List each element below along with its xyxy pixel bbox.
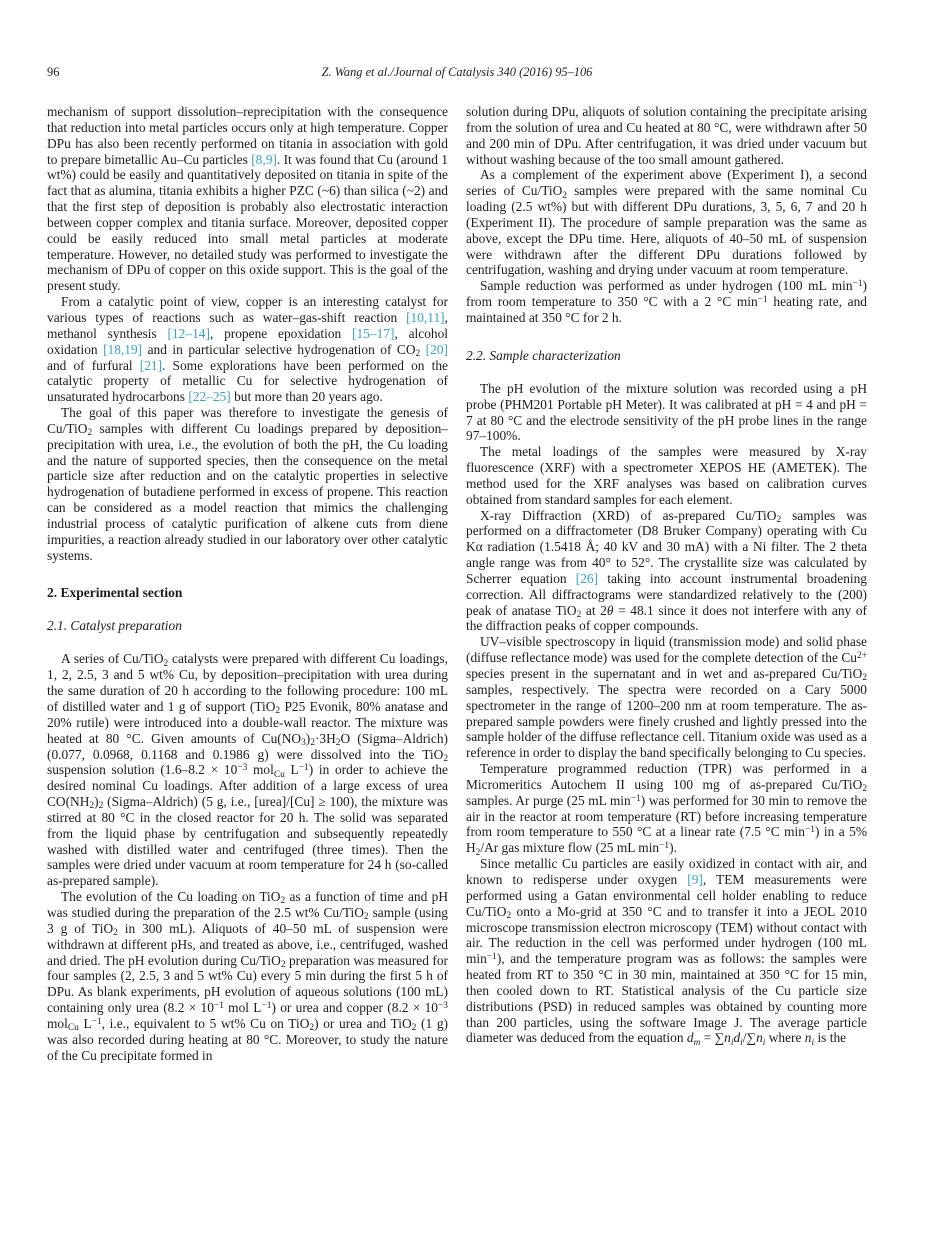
paragraph: The metal loadings of the samples were measured by X-ray fluorescence (XRF) with a spectrometer XEPOS HE (AMETEK). The method used for the XRF analyses was based on calibration curves obtained from standard samples for each element. bbox=[466, 444, 867, 507]
paragraph: Temperature programmed reduction (TPR) was performed in a Micromeritics Autochem II using 100 mg of as-prepared Cu/TiO$_2$ samples. Ar purge (25 mL $\min^{-1}$) was performed for 30 min to remove the air in the reactor at room temperature (RT) before increasing temperature from room temperature to 550 °C at a linear rate (7.5 °C $\min^{-1}$) in a 5% $H_2/Ar$ gas mixture flow (25 mL $\min^{-1}$). bbox=[466, 761, 867, 858]
citation-link[interactable]: [15–17] bbox=[352, 325, 395, 341]
section-heading: 2. Experimental section bbox=[47, 585, 183, 601]
paragraph: mechanism of support dissolution–reprecipitation with the consequence that reduction into metal particles occurs only at high temperature. Copper DPu has also been recently performed on titania in association with gold to prepare bimetallic Au–Cu particles [8,9]. It was found that Cu (around 1 wt%) could be easily and quantitatively deposited on titania in spite of the fact that as alumina, titania exhibits a higher PZC (~6) than silica (~2) and that the first step of deposition is probably also electrostatic interaction between copper complex and titania surface. Moreover, deposited copper could be easily reduced into small metal particles at moderate temperature. However, no detailed study was performed to investigate the mechanism of DPu of copper on this oxide support. This is the goal of the present study. bbox=[47, 104, 448, 294]
paragraph: A series of Cu/TiO$_2$ catalysts were prepared with different Cu loadings, 1, 2, 2.5, 3 and 5 wt% Cu, by deposition–precipitation with urea during the same duration of 20 h according to the following procedure: 100 mL of distilled water and 1 g of support (TiO$_2$ P25 Evonik, 80% anatase and 20% rutile) were introduced into a double-wall reactor. The mixture was heated at 80 °C. Given amounts of $Cu(NO_3)_2\cdot 3H_2O$ (Sigma–Aldrich) (0.077, 0.0968, 0.1168 and 0.1986 g) were dissolved into the TiO$_2$ suspension solution ($1.6-8.2 \times 10^{-3}$ mol$_{Cu}$ $L^{-1}$) in order to achieve the desired nominal Cu loadings. After addition of a large excess of urea $CO(NH_2)_2$ (Sigma–Aldrich) (5 g, i.e., [urea]/[Cu] ≥ 100), the mixture was stirred at 80 °C in the closed reactor for 20 h. The solid was separated from the liquid phase by centrifugation and subsequently repeatedly washed with distilled water and centrifuged (three times). Then the samples were dried under vacuum at room temperature for 24 h (so-called as-prepared sample). bbox=[47, 651, 448, 889]
left-column bbox=[47, 104, 448, 1063]
running-head: Z. Wang et al./Journal of Catalysis 340 (2016) 95–106 bbox=[321, 65, 593, 79]
paragraph: From a catalytic point of view, copper is an interesting catalyst for various types of reactions such as water–gas-shift reaction [10,11], methanol synthesis [12–14], propene epoxidation [15–17], alcohol oxidation [18,19] and in particular selective hydrogenation of $CO_2$ [20] and of furfural [21]. Some explorations have been performed on the catalytic property of metallic Cu for selective hydrogenation of unsaturated hydrocarbons [22–25] but more than 20 years ago. bbox=[47, 294, 448, 405]
paragraph: UV–visible spectroscopy in liquid (transmission mode) and solid phase (diffuse reflectance mode) was used for the complete detection of the $Cu^{2+}$ species present in the supernatant and in wet and as-prepared Cu/TiO$_2$ samples, respectively. The spectra were recorded on a Cary 5000 spectrometer in the range of 1200–200 nm at room temperature. The as-prepared sample powders were finely crushed and lightly pressed into the sample holder of the diffuse reflectance cell. Titanium oxide was used as a reference in order to display the band specifically belonging to Cu species. bbox=[466, 634, 867, 761]
subsection-heading: 2.2. Sample characterization bbox=[466, 347, 621, 363]
paragraph: As a complement of the experiment above (Experiment I), a second series of Cu/TiO$_2$ samples were prepared with the same nominal Cu loading (2.5 wt%) but with different DPu durations, 3, 5, 6, 7 and 20 h (Experiment II). The procedure of sample preparation was the same as above, except the DPu time. Here, aliquots of 40–50 mL of suspension were withdrawn after the different DPu durations followed by centrifugation, washing and drying under vacuum at room temperature. bbox=[466, 167, 867, 278]
citation-link[interactable]: [26] bbox=[575, 570, 599, 586]
citation-link[interactable]: [20] bbox=[425, 341, 448, 357]
two-column-body bbox=[47, 104, 867, 1063]
page-number: 96 bbox=[47, 65, 60, 79]
paragraph: Since metallic Cu particles are easily oxidized in contact with air, and known to redisperse under oxygen [9], TEM measurements were performed using a Gatan environmental cell holder enabling to reduce Cu/TiO$_2$ onto a Mo-grid at 350 °C and to transfer it into a JEOL 2010 microscope transmission electron microscopy (TEM) without contact with air. The reduction in the cell was performed under hydrogen (100 mL $\min^{-1}$), and the temperature program was as follows: the samples were heated from RT to 350 °C in 30 min, maintained at 350 °C for 15 min, then cooled down to RT. Statistical analysis of the Cu particle size distributions (PSD) in reduced samples was obtained by counting more than 200 particles, using the software Image J. The average particle diameter was deduced from the equation $d_m = \sum n_id_i/\sum n_i$ where $n_i$ is the bbox=[466, 856, 867, 1048]
citation-link[interactable]: [21] bbox=[139, 357, 163, 373]
subsection-heading: 2.1. Catalyst preparation bbox=[47, 618, 182, 634]
paragraph: The goal of this paper was therefore to investigate the genesis of Cu/TiO$_2$ samples with different Cu loadings prepared by deposition–precipitation with urea, i.e., the evolution of both the pH, the Cu loading and the nature of supported species, then the consequence on the metal particle size after reduction and on the catalytic properties in selective hydrogenation of butadiene performed in excess of propene. This reaction can be considered as a model reaction that mimics the challenging industrial process of catalytic purification of alkene cuts from diene impurities, a reaction already studied in our laboratory over other catalytic systems. bbox=[47, 405, 448, 563]
citation-link[interactable]: [22–25] bbox=[188, 389, 231, 405]
citation-link[interactable]: [10,11] bbox=[406, 309, 445, 325]
citation-link[interactable]: [18,19] bbox=[103, 341, 143, 357]
citation-link[interactable]: [12–14] bbox=[167, 325, 210, 341]
paragraph: solution during DPu, aliquots of solution containing the precipitate arising from the solution of urea and Cu heated at 80 °C, were withdrawn after 50 and 200 min of DPu. After centrifugation, it was dried under vacuum but without washing because of the too small amount gathered. bbox=[466, 104, 867, 167]
citation-link[interactable]: [8,9] bbox=[251, 151, 277, 167]
paragraph: The pH evolution of the mixture solution was recorded using a pH probe (PHM201 Portable pH Meter). It was calibrated at pH = 4 and pH = 7 at 80 °C and the electrode sensitivity of the pH probe lines in the range 97–100%. bbox=[466, 380, 867, 444]
right-column bbox=[466, 104, 867, 1063]
page-header bbox=[47, 64, 867, 81]
citation-link[interactable]: [9] bbox=[687, 871, 703, 887]
paragraph: The evolution of the Cu loading on TiO$_2$ as a function of time and pH was studied during the preparation of the 2.5 wt% Cu/TiO$_2$ sample (using 3 g of TiO$_2$ in 300 mL). Aliquots of 40–50 mL of suspension were withdrawn at different pHs, and treated as above, i.e., centrifuged, washed and dried. The pH evolution during Cu/TiO$_2$ preparation was measured for four samples (2, 2.5, 3 and 5 wt% Cu) every 5 min during the first 5 h of DPu. As blank experiments, pH evolution of aqueous solutions (100 mL) containing only urea ($8.2 \times 10^{-1}$ mol $L^{-1}$) or urea and copper ($8.2 \times 10^{-3}$ mol$_{Cu}$ $L^{-1}$, i.e., equivalent to 5 wt% Cu on TiO$_2$) or urea and TiO$_2$ (1 g) was also recorded during heating at 80 °C. Moreover, to study the nature of the Cu precipitate formed in bbox=[47, 889, 449, 1063]
paragraph: Sample reduction was performed as under hydrogen (100 mL $\min^{-1}$) from room temperature to 350 °C with a 2 °C $\min^{-1}$ heating rate, and maintained at 350 °C for 2 h. bbox=[466, 278, 867, 325]
paragraph: X-ray Diffraction (XRD) of as-prepared Cu/TiO$_2$ samples was performed on a diffractometer (D8 Bruker Company) operating with Cu Kα radiation (1.5418 Å; 40 kV and 30 mA) with a Ni filter. The 2 theta angle range was from 40° to 52°. The crystallite size was calculated by Scherrer equation [26] taking into account instrumental broadening correction. All diffractograms were standardized relatively to the (200) peak of anatase TiO$_2$ at 2θ = 48.1 since it does not interfere with any of the diffraction peaks of copper compounds. bbox=[466, 507, 867, 634]
